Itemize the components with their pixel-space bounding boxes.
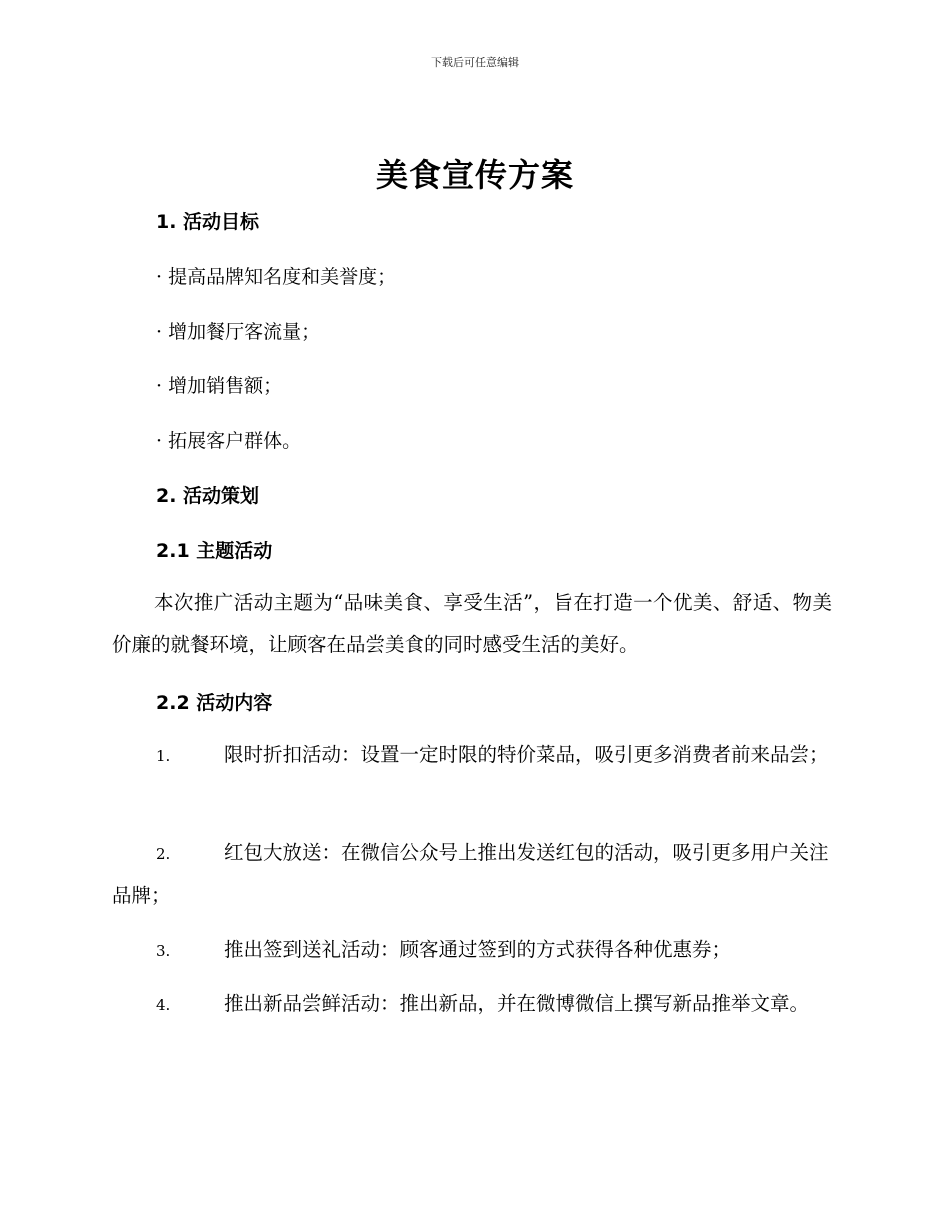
theme-paragraph: 本次推广活动主题为“品味美食、享受生活”，旨在打造一个优美、舒适、物美价廉的就餐环境，让顾客在品尝美食的同时感受生活的美好。 bbox=[112, 591, 832, 656]
activity-item-text: 推出新品尝鲜活动：推出新品，并在微博微信上撰写新品推举文章。 bbox=[224, 992, 810, 1015]
activity-item-number: 4. bbox=[156, 996, 171, 1014]
header-note: 下载后可任意编辑 bbox=[431, 56, 519, 69]
activity-item-text: 推出签到送礼活动：顾客通过签到的方式获得各种优惠券； bbox=[224, 938, 732, 961]
activity-item-text: 限时折扣活动：设置一定时限的特价菜品，吸引更多消费者前来品尝； bbox=[224, 743, 829, 766]
document-title: 美食宣传方案 bbox=[375, 156, 574, 194]
activity-item bbox=[112, 983, 832, 1026]
activity-item-number: 2. bbox=[156, 845, 171, 863]
activity-item-number: 3. bbox=[156, 942, 171, 960]
activity-item bbox=[112, 832, 832, 917]
subsection-heading-content: 2.2 活动内容 bbox=[156, 692, 273, 714]
activity-item-number: 1. bbox=[156, 747, 171, 765]
subsection-heading-theme: 2.1 主题活动 bbox=[156, 540, 273, 562]
objective-bullet: · 增加销售额； bbox=[156, 375, 283, 397]
section-heading-planning: 2. 活动策划 bbox=[156, 485, 260, 507]
section-heading-objectives: 1. 活动目标 bbox=[156, 211, 260, 233]
objective-bullet: · 提高品牌知名度和美誉度； bbox=[156, 266, 397, 288]
objective-bullet: · 拓展客户群体。 bbox=[156, 430, 302, 452]
objective-bullet: · 增加餐厅客流量； bbox=[156, 321, 321, 343]
activity-item bbox=[112, 929, 832, 972]
activity-item-text: 红包大放送：在微信公众号上推出发送红包的活动，吸引更多用户关注品牌； bbox=[112, 841, 829, 907]
activity-item bbox=[112, 734, 832, 777]
